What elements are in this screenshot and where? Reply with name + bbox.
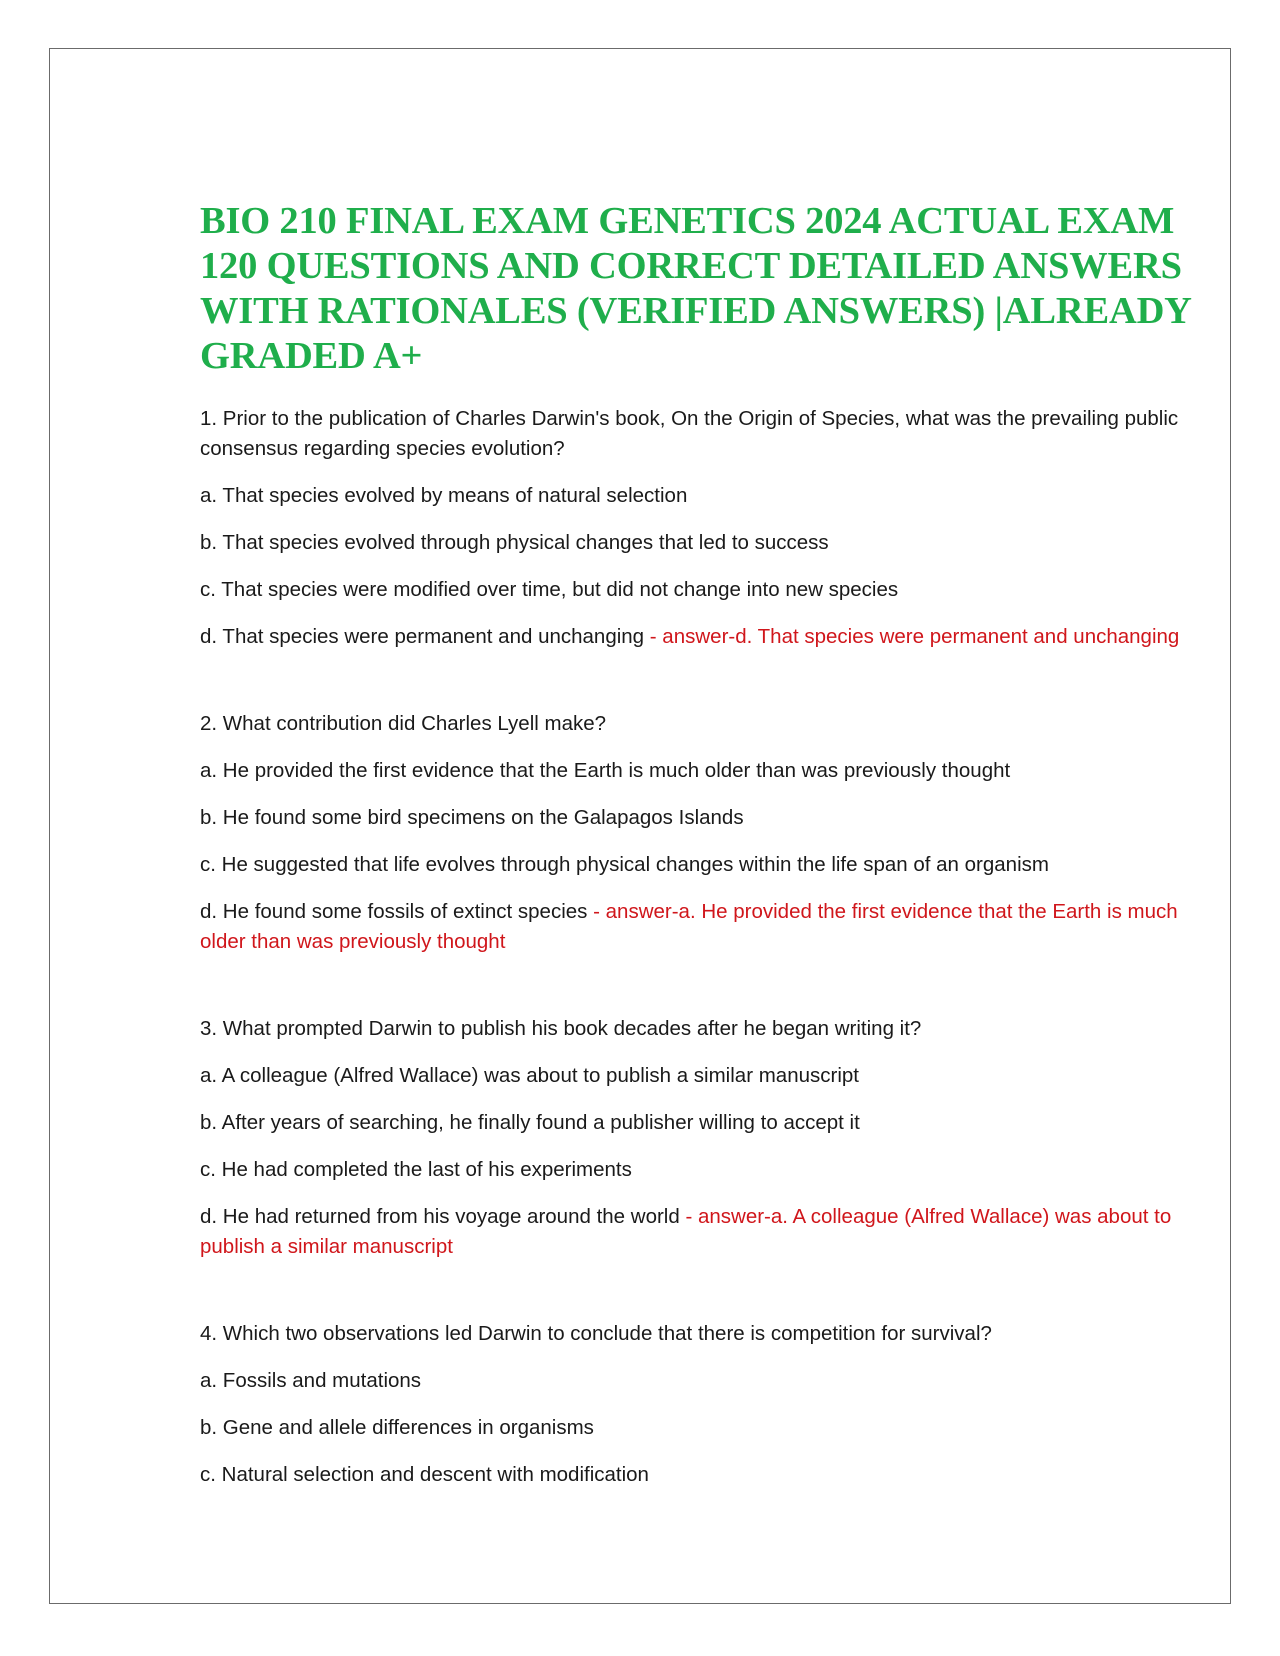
question-3 <box>200 1014 1200 1262</box>
option-d: d. He found some fossils of extinct species <box>200 900 588 923</box>
option-d-with-answer <box>200 897 1200 957</box>
option-d-with-answer <box>200 622 1200 652</box>
option-c: c. He suggested that life evolves through physical changes within the life span of an organism <box>200 853 1049 876</box>
question-text: 1. Prior to the publication of Charles Darwin's book, On the Origin of Species, what was the prevailing public consensus regarding species evolution? <box>200 407 1179 460</box>
option-b: b. After years of searching, he finally found a publisher willing to accept it <box>200 1111 860 1134</box>
option-b: b. That species evolved through physical changes that led to success <box>200 531 829 554</box>
option-b: b. He found some bird specimens on the Galapagos Islands <box>200 806 744 829</box>
answer-text: - answer-a. A colleague (Alfred Wallace) was about to publish a similar manuscript <box>200 1205 1172 1258</box>
option-b: b. Gene and allele differences in organisms <box>200 1416 594 1439</box>
question-1 <box>200 404 1200 652</box>
document-title: BIO 210 FINAL EXAM GENETICS 2024 ACTUAL EXAM 120 QUESTIONS AND CORRECT DETAILED ANSWERS WITH RATIONALES (VERIFIED ANSWERS) |ALREADY GRADED A+ <box>200 200 1191 377</box>
option-a: a. He provided the first evidence that the Earth is much older than was previously thought <box>200 759 1011 782</box>
document-page <box>49 48 1231 1604</box>
answer-text: - answer-a. He provided the first evidence that the Earth is much older than was previously thought <box>200 900 1178 953</box>
option-c: c. He had completed the last of his experiments <box>200 1158 632 1181</box>
option-d: d. That species were permanent and unchanging <box>200 625 645 648</box>
question-4 <box>200 1319 1200 1490</box>
option-d: d. He had returned from his voyage around the world <box>200 1205 680 1228</box>
answer-text: - answer-d. That species were permanent and unchanging <box>644 625 1180 648</box>
question-text: 3. What prompted Darwin to publish his book decades after he began writing it? <box>200 1017 922 1040</box>
option-a: a. That species evolved by means of natural selection <box>200 484 688 507</box>
option-d-with-answer <box>200 1202 1200 1262</box>
option-a: a. Fossils and mutations <box>200 1369 422 1392</box>
option-c: c. Natural selection and descent with modification <box>200 1463 649 1486</box>
question-2 <box>200 709 1200 957</box>
page-content <box>200 199 1200 1507</box>
question-text: 4. Which two observations led Darwin to conclude that there is competition for survival? <box>200 1322 992 1345</box>
option-c: c. That species were modified over time, but did not change into new species <box>200 578 899 601</box>
option-a: a. A colleague (Alfred Wallace) was about to publish a similar manuscript <box>200 1064 859 1087</box>
question-text: 2. What contribution did Charles Lyell make? <box>200 712 607 735</box>
